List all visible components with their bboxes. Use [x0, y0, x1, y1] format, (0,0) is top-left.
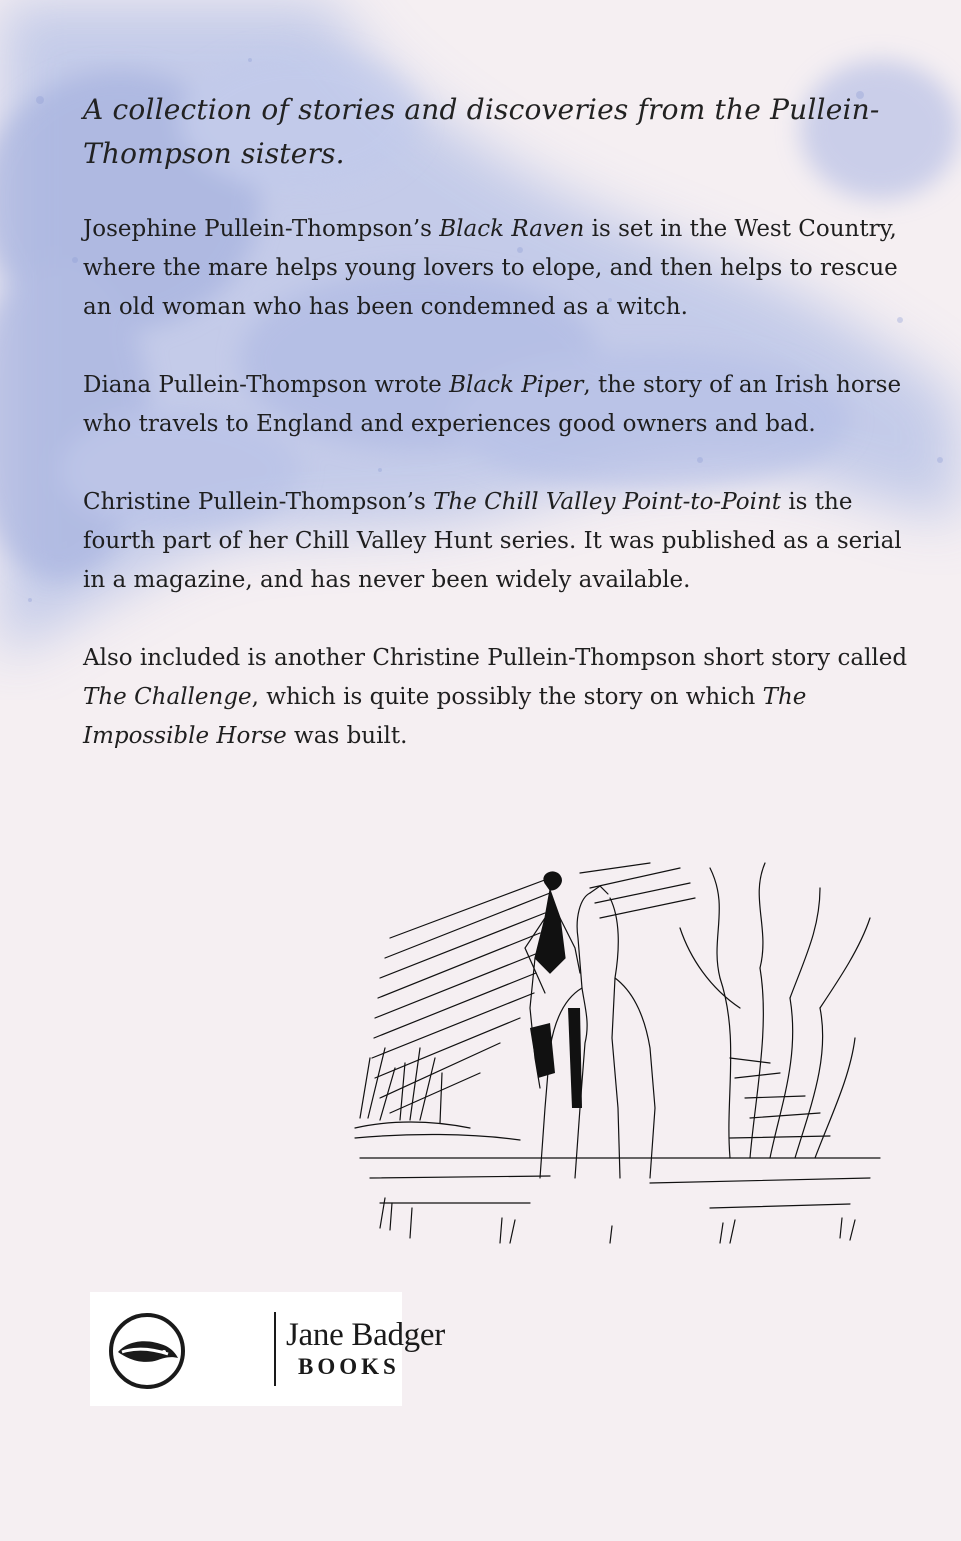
- text: Diana Pullein-Thompson wrote: [83, 372, 450, 398]
- blurb: [83, 88, 913, 795]
- paragraph-the-challenge: [83, 639, 913, 756]
- publisher-logo: [90, 1292, 445, 1406]
- paragraph-black-piper: [83, 366, 913, 444]
- paragraph-chill-valley: [83, 483, 913, 600]
- text: is set in the West Country, where the mare helps young lovers to elope, and then helps to rescue an old woman who has been condemned as a witch.: [83, 216, 898, 320]
- text: Also included is another Christine Pullein-Thompson short story called: [83, 645, 908, 671]
- text: was built.: [286, 723, 408, 749]
- text: Josephine Pullein-Thompson’s: [83, 216, 440, 242]
- tagline: A collection of stories and discoveries from the Pullein-Thompson sisters.: [83, 93, 880, 170]
- text: , which is quite possibly the story on which: [251, 684, 763, 710]
- text: , the story of an Irish horse who travels to England and experiences good owners and bad.: [83, 372, 902, 437]
- text: Christine Pullein-Thompson’s: [83, 489, 434, 515]
- book-title: The Chill Valley Point-to-Point: [433, 489, 782, 515]
- logo-name: Jane Badger: [286, 1317, 445, 1353]
- logo-sub: BOOKS: [298, 1354, 400, 1379]
- book-title: The Impossible Horse: [83, 684, 807, 749]
- badger-icon: [108, 1312, 186, 1390]
- book-title: Black Piper: [449, 372, 584, 398]
- logo-divider: [274, 1312, 276, 1386]
- rider-on-horse-illustration: [350, 858, 895, 1258]
- book-title: Black Raven: [439, 216, 585, 242]
- book-title: The Challenge: [83, 684, 252, 710]
- paragraph-black-raven: [83, 210, 913, 327]
- text: is the fourth part of her Chill Valley Hunt series. It was published as a serial in a magazine, and has never been widely available.: [83, 489, 902, 593]
